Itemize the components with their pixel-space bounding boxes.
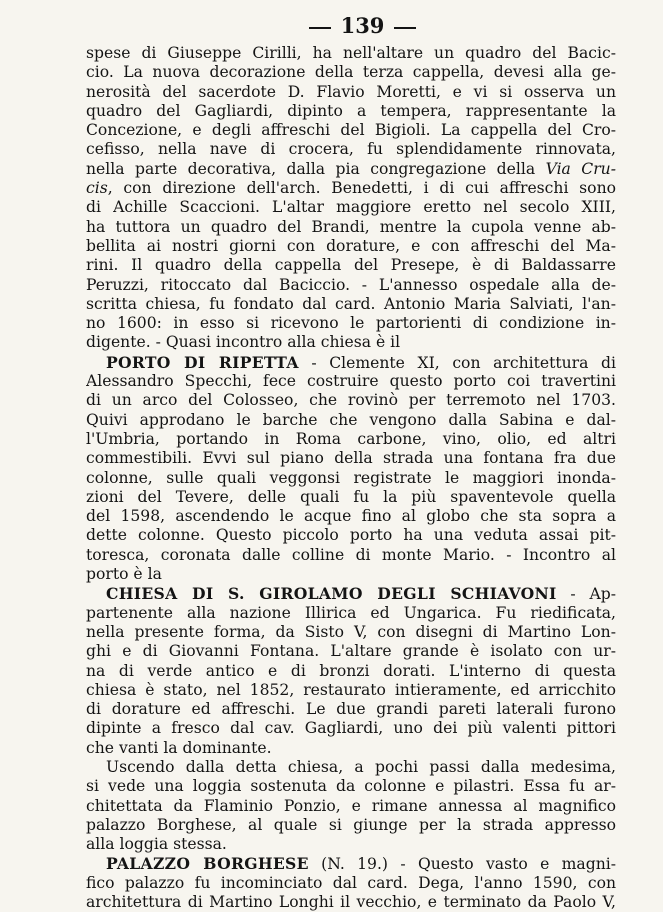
line-text: architettura di Martino Longhi il vecchio, e terminato da Paolo V, bbox=[86, 893, 616, 912]
text-line bbox=[86, 102, 616, 121]
text-line bbox=[86, 816, 616, 835]
line-text: rini. Il quadro della cappella del Presepe, è di Baldassarre bbox=[86, 256, 616, 275]
text-line bbox=[86, 372, 616, 391]
text-line bbox=[86, 333, 616, 352]
text-line bbox=[86, 526, 616, 545]
text-line bbox=[86, 507, 616, 526]
line-text: (N. 19.) - Questo vasto e magni- bbox=[308, 855, 616, 874]
text-line bbox=[86, 140, 616, 159]
line-text: nerosità del sacerdote D. Flavio Moretti, e vi si osserva un bbox=[86, 82, 616, 101]
line-text: chitettata da Flaminio Ponzio, e rimane annessa al magnifico bbox=[86, 796, 616, 815]
text-line bbox=[86, 739, 616, 758]
text-line bbox=[86, 469, 616, 488]
line-text: partenente alla nazione Illirica ed Ungarica. Fu riedificata, bbox=[86, 603, 616, 622]
italic-text: cis bbox=[86, 179, 108, 198]
line-text: dipinte a fresco dal cav. Gagliardi, uno dei più valenti pittori bbox=[86, 719, 616, 738]
text-line bbox=[86, 777, 616, 796]
text-line bbox=[86, 391, 616, 410]
line-text: si vede una loggia sostenuta da colonne e pilastri. Essa fu ar- bbox=[86, 777, 616, 796]
line-text: nella presente forma, da Sisto V, con disegni di Martino Lon- bbox=[86, 622, 616, 641]
line-text: di Achille Scaccioni. L'altar maggiore eretto nel secolo XIII, bbox=[86, 198, 616, 217]
text-line bbox=[86, 430, 616, 449]
line-text: toresca, coronata dalle colline di monte Mario. - Incontro al bbox=[86, 545, 616, 564]
line-text: Uscendo dalla detta chiesa, a pochi passi dalla medesima, bbox=[106, 757, 616, 776]
line-text: di un arco del Colosseo, che rovinò per terremoto nel 1703. bbox=[86, 391, 616, 410]
right-dash bbox=[394, 27, 416, 29]
page-number bbox=[106, 14, 619, 38]
text-line bbox=[86, 893, 616, 912]
text-line bbox=[86, 700, 616, 719]
text-line bbox=[86, 681, 616, 700]
line-text: palazzo Borghese, al quale si giunge per la strada appresso bbox=[86, 815, 616, 834]
section-heading: PALAZZO BORGHESE bbox=[106, 854, 309, 874]
text-line bbox=[86, 314, 616, 333]
line-text: scritta chiesa, fu fondato dal card. Antonio Maria Salviati, l'an- bbox=[86, 294, 616, 313]
text-line bbox=[86, 411, 616, 430]
line-text: no 1600: in esso si ricevono le partorienti di condizione in- bbox=[86, 314, 616, 333]
text-line bbox=[86, 642, 616, 661]
text-line bbox=[86, 758, 616, 777]
line-text: bellita ai nostri giorni con dorature, e con affreschi del Ma- bbox=[86, 236, 616, 255]
line-text: colonne, sulle quali veggonsi registrate le maggiori inonda- bbox=[86, 468, 616, 487]
text-line bbox=[86, 584, 616, 603]
text-line bbox=[86, 488, 616, 507]
text-line bbox=[86, 449, 616, 468]
text-line bbox=[86, 874, 616, 893]
left-dash bbox=[309, 27, 331, 29]
text-line bbox=[86, 63, 616, 82]
page-number-value: 139 bbox=[340, 13, 385, 38]
section-heading: PORTO DI RIPETTA bbox=[106, 352, 299, 372]
text-line bbox=[86, 565, 616, 584]
line-text: Quivi approdano le barche che vengono dalla Sabina e dal- bbox=[86, 410, 616, 429]
line-text: del 1598, ascendendo le acque fino al globo che sta sopra a bbox=[86, 507, 616, 526]
line-text: nella parte decorativa, dalla pia congregazione della bbox=[86, 159, 546, 178]
text-line bbox=[86, 218, 616, 237]
italic-text: Via Cru- bbox=[545, 159, 616, 178]
text-line bbox=[86, 546, 616, 565]
text-line bbox=[86, 295, 616, 314]
line-text: Alessandro Specchi, fece costruire questo porto coi travertini bbox=[86, 372, 616, 391]
line-text: ghi e di Giovanni Fontana. L'altare grande è isolato con ur- bbox=[86, 642, 616, 661]
line-text: , con direzione dell'arch. Benedetti, i di cui affreschi sono bbox=[107, 179, 616, 198]
text-line bbox=[86, 160, 616, 179]
line-text: che vanti la dominante. bbox=[86, 738, 272, 757]
text-line bbox=[86, 256, 616, 275]
line-text: Peruzzi, ritoccato dal Baciccio. - L'annesso ospedale alla de- bbox=[86, 275, 616, 294]
text-line bbox=[86, 797, 616, 816]
line-text: digente. - Quasi incontro alla chiesa è il bbox=[86, 333, 401, 352]
line-text: commestibili. Evvi sul piano della strada una fontana fra due bbox=[86, 449, 616, 468]
line-text: ha tuttora un quadro del Brandi, mentre la cupola venne ab- bbox=[86, 217, 616, 236]
text-line bbox=[86, 276, 616, 295]
line-text: - Ap- bbox=[556, 585, 616, 604]
text-line bbox=[86, 604, 616, 623]
line-text: fico palazzo fu incominciato dal card. Dega, l'anno 1590, con bbox=[86, 873, 616, 892]
text-line bbox=[86, 237, 616, 256]
text-line bbox=[86, 719, 616, 738]
line-text: spese di Giuseppe Cirilli, ha nell'altare un quadro del Bacic- bbox=[86, 44, 616, 62]
line-text: cio. La nuova decorazione della terza cappella, devesi alla ge- bbox=[86, 63, 616, 82]
text-line bbox=[86, 835, 616, 854]
text-line bbox=[86, 83, 616, 102]
line-text: di dorature ed affreschi. Le due grandi pareti laterali furono bbox=[86, 700, 616, 719]
line-text: alla loggia stessa. bbox=[86, 835, 227, 854]
line-text: porto è la bbox=[86, 565, 162, 584]
line-text: na di verde antico e di bronzi dorati. L'interno di questa bbox=[86, 661, 616, 680]
text-line bbox=[86, 179, 616, 198]
line-text: dette colonne. Questo piccolo porto ha una veduta assai pit- bbox=[86, 526, 616, 545]
line-text: Concezione, e degli affreschi del Bigioli. La cappella del Cro- bbox=[86, 121, 616, 140]
text-line bbox=[86, 854, 616, 873]
text-line bbox=[86, 44, 616, 63]
line-text: l'Umbria, portando in Roma carbone, vino, olio, ed altri bbox=[86, 429, 616, 448]
body-text bbox=[86, 44, 616, 912]
line-text: chiesa è stato, nel 1852, restaurato intieramente, ed arricchito bbox=[86, 680, 616, 699]
text-line bbox=[86, 121, 616, 140]
text-line bbox=[86, 662, 616, 681]
line-text: cefisso, nella nave di crocera, fu splendidamente rinnovata, bbox=[86, 140, 616, 159]
line-text: - Clemente XI, con architettura di bbox=[298, 353, 616, 372]
text-line bbox=[86, 353, 616, 372]
text-line bbox=[86, 623, 616, 642]
text-line bbox=[86, 198, 616, 217]
line-text: quadro del Gagliardi, dipinto a tempera, rappresentante la bbox=[86, 101, 616, 120]
section-heading: CHIESA DI S. GIROLAMO DEGLI SCHIAVONI bbox=[106, 584, 557, 604]
line-text: zioni del Tevere, delle quali fu la più spaventevole quella bbox=[86, 487, 616, 506]
